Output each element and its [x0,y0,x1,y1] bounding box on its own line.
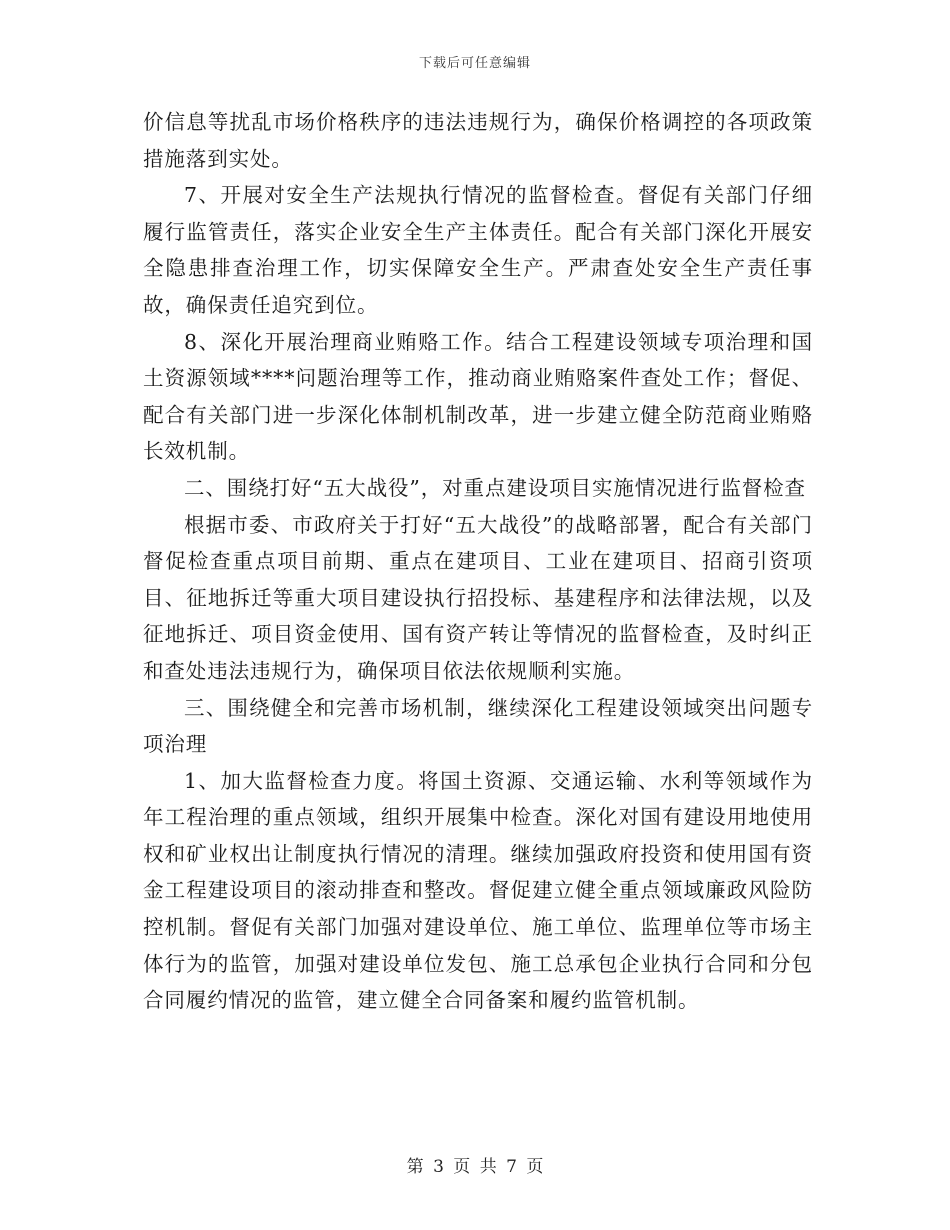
page-footer: 第 3 页 共 7 页 [406,1157,544,1177]
paragraph-1: 价信息等扰乱市场价格秩序的违法违规行为，确保价格调控的各项政策措施落到实处。 [143,110,813,171]
paragraph-4: 根据市委、市政府关于打好“五大战役”的战略部署，配合有关部门督促检查重点项目前期、重点在建项目、工业在建项目、招商引资项目、征地拆迁等重大项目建设执行招投标、基建程序和法律法规，以及征地拆迁、项目资金使用、国有资产转让等情况的监督检查，及时纠正和查处违法违规行为，确保项目依法依规顺利实施。 [143,512,813,683]
paragraph-5: 1、加大监督检查力度。将国土资源、交通运输、水利等领域作为年工程治理的重点领域，组织开展集中检查。深化对国有建设用地使用权和矿业权出让制度执行情况的清理。继续加强政府投资和使用国有资金工程建设项目的滚动排查和整改。督促建立健全重点领域廉政风险防控机制。督促有关部门加强对建设单位、施工单位、监理单位等市场主体行为的监管，加强对建设单位发包、施工总承包企业执行合同和分包合同履约情况的监管，建立健全合同备案和履约监管机制。 [143,768,813,1013]
section-heading-2: 二、围绕打好“五大战役”，对重点建设项目实施情况进行监督检查 [184,475,806,500]
document-body [143,104,813,1019]
paragraph-2: 7、开展对安全生产法规执行情况的监督检查。督促有关部门仔细履行监管责任，落实企业安全生产主体责任。配合有关部门深化开展安全隐患排查治理工作，切实保障安全生产。严肃查处安全生产责任事故，确保责任追究到位。 [143,183,813,317]
section-heading-3: 三、围绕健全和完善市场机制，继续深化工程建设领域突出问题专项治理 [143,695,813,757]
page-header: 下载后可任意编辑 [418,56,531,71]
paragraph-3: 8、深化开展治理商业贿赂工作。结合工程建设领域专项治理和国土资源领域****问题治理等工作，推动商业贿赂案件查处工作；督促、配合有关部门进一步深化体制机制改革，进一步建立健全防范商业贿赂长效机制。 [143,329,813,464]
